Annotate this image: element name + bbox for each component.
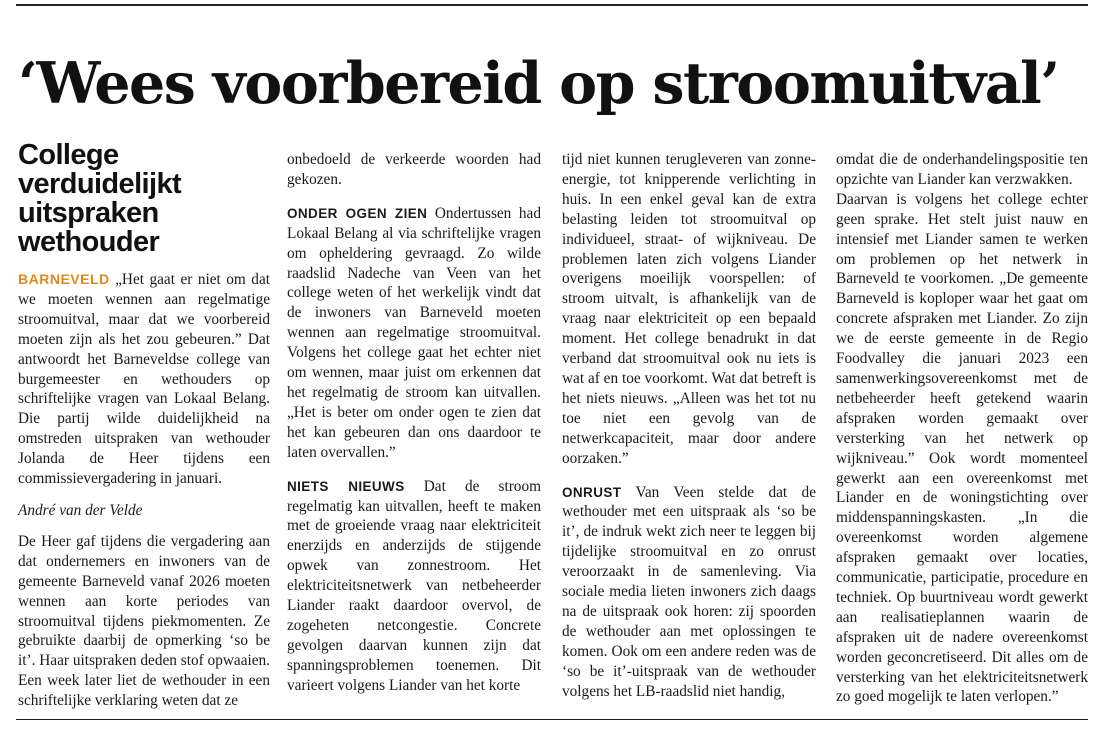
column-2 <box>287 150 541 696</box>
bottom-rule <box>16 719 1088 720</box>
top-rule <box>16 4 1088 6</box>
paragraph-2: Daarvan is volgens het college echter geen sprake. Het stelt juist nauw en intensief met Liander samen te werken om problemen op het netwerk in Barneveld te voorkomen. „De gemeente Barneveld is koploper waar het gaat om concrete afspraken met Liander. Zo zijn we de eerste gemeente in de Regio Foodvalley die januari 2023 een samenwerkingsovereenkomst met de netbeheerder heeft getekend waarin afspraken worden gemaakt over versterking van het netwerk op wijkniveau.” Ook wordt momenteel gewerkt aan een overeenkomst met Liander en de woningstichting over middenspanningskasten. „In die overeenkomst worden algemene afspraken gemaakt over locaties, communicatie, participatie, procedure en techniek. Op buurtniveau wordt gewerkt aan realisatieplannen waarin de afspraken uit de nadere overeenkomst worden geconcretiseerd. Dit alles om de versterking van het elektriciteitsnetwerk zo goed mogelijk te laten verlopen.” <box>836 190 1088 706</box>
headline: ‘Wees voorbereid op stroomuitval’ <box>18 50 1059 118</box>
interheading-onrust: ONRUST <box>562 484 622 500</box>
intro-paragraph <box>18 270 270 489</box>
column-1 <box>18 270 270 711</box>
paragraph-1-continued: onbedoeld de verkeerde woorden had gekozen. <box>287 151 541 188</box>
interheading-niets-nieuws: NIETS NIEUWS <box>287 478 405 494</box>
section-onrust-continued: omdat die de onderhandelingspositie ten opzichte van Liander kan verzwakken. <box>836 151 1088 188</box>
paragraph-1: De Heer gaf tijdens die vergadering aan dat ondernemers en inwoners van de gemeente Barneveld vanaf 2026 moeten wennen aan korte periodes van stroomuitval tijdens piekmomenten. Ze gebruikte daarbij de opmerking ‘so be it’. Haar uitspraken deden stof opwaaien. Een week later liet de wethouder in een schriftelijke verklaring weten dat ze <box>18 532 270 710</box>
byline: André van der Velde <box>18 501 143 519</box>
subheadline: College verduidelijkt uitspraken wethouder <box>18 139 182 259</box>
interheading-onder-ogen-zien: ONDER OGEN ZIEN <box>287 205 428 221</box>
section-onder-ogen-zien-text: Ondertussen had Lokaal Belang al via schriftelijke vragen om opheldering gevraagd. Zo wilde raadslid Nadeche van Veen van het college weten of het werkelijk vindt dat de inwoners van Barneveld moeten wennen aan regelmatige stroomuitval. Volgens het college gaat het echter niet om wennen, maar juist om erkennen dat het regelmatig de stroom kan uitvallen. „Het is beter om onder ogen te zien dat het kan gebeuren dan ons daardoor te laten overvallen.” <box>287 204 541 461</box>
section-niets-nieuws <box>287 477 541 696</box>
intro-text: „Het gaat er niet om dat we moeten wennen aan regelmatige stroomuitval, maar dat we voorbereid moeten zijn als het zou gebeuren.” Dat antwoordt het Barneveldse college van burgemeester en wethouders op schriftelijke vragen van Lokaal Belang. Die partij wilde duidelijkheid na omstreden uitspraken van wethouder Jolanda de Heer tijdens een commissievergadering in januari. <box>18 271 270 488</box>
section-onrust-text: Van Veen stelde dat de wethouder met een uitspraak als ‘so be it’, de indruk wekt zich neer te leggen bij tijdelijke stroomuitval en zo onrust veroorzaakt in de samenleving. Via sociale media lieten inwoners zich daags na de uitspraak ook horen: zij spoorden de wethouder aan met oplossingen te komen. Ook om een andere reden was de ‘so be it’-uitspraak van de wethouder volgens het LB-raadslid niet handig, <box>562 483 816 700</box>
column-4 <box>836 150 1088 707</box>
column-3 <box>562 150 816 701</box>
section-onrust <box>562 483 816 702</box>
section-niets-nieuws-text: Dat de stroom regelmatig kan uitvallen, heeft te maken met de groeiende vraag naar elektriciteit enerzijds en anderzijds de stijgende opwek van zonnestroom. Het elektriciteitsnetwerk van netbeheerder Liander raakt daardoor overvol, de zogeheten netcongestie. Concrete gevolgen daarvan kunnen zijn dat spanningsproblemen toenemen. Dit varieert volgens Liander van het korte <box>287 477 541 694</box>
section-onder-ogen-zien <box>287 204 541 463</box>
section-niets-nieuws-continued: tijd niet kunnen terugleveren van zonne-energie, tot knipperende verlichting in huis. In een enkel geval kan de extra belasting leiden tot stroomuitval op individueel, straat- of wijkniveau. De problemen laten zich volgens Liander overigens moeilijk voorspellen: of stroom uitvalt, is afhankelijk van de vraag naar elektriciteit op een bepaald moment. Het college benadrukt in dat verband dat stroomuitval ook nu iets is wat af en toe voorkomt. Wat dat betreft is het niets nieuws. „Alleen was het tot nu toe niet een gevolg van de netwerkcapaciteit, maar door andere oorzaken.” <box>562 151 816 467</box>
dateline: BARNEVELD <box>18 271 110 287</box>
